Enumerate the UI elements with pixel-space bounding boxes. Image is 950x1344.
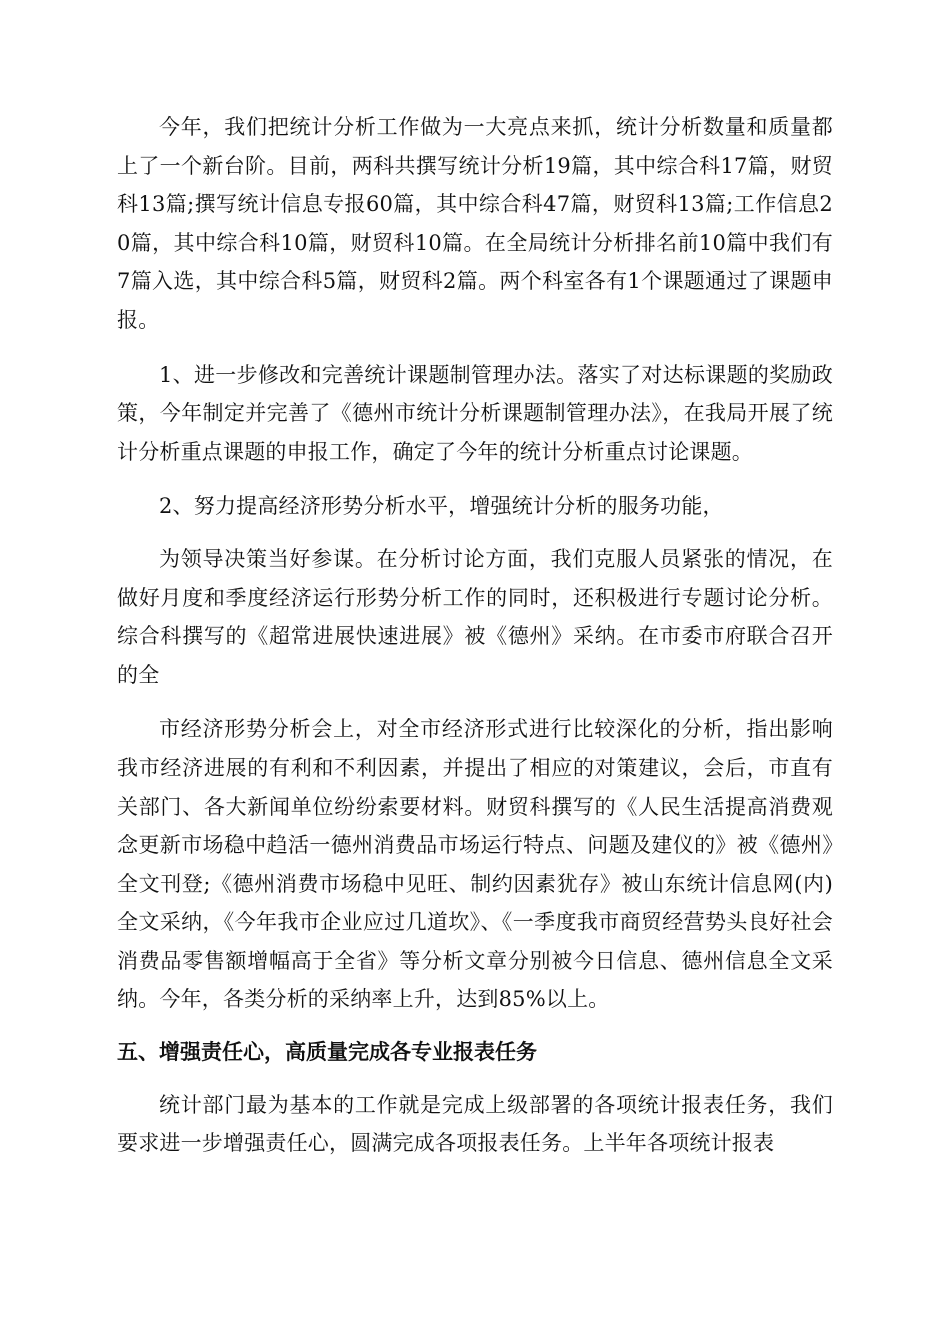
- paragraph-item-1-topic-management: 1、进一步修改和完善统计课题制管理办法。落实了对达标课题的奖励政策，今年制定并完善了《德州市统计分析课题制管理办法》，在我局开展了统计分析重点课题的申报工作，确定了今年的统计分析重点讨论课题。: [117, 362, 833, 464]
- paragraph-report-tasks: 统计部门最为基本的工作就是完成上级部署的各项统计报表任务，我们要求进一步增强责任心，圆满完成各项报表任务。上半年各项统计报表: [117, 1092, 833, 1156]
- paragraph-economic-meeting: 市经济形势分析会上，对全市经济形式进行比较深化的分析，指出影响我市经济进展的有利和不利因素，并提出了相应的对策建议，会后，市直有关部门、各大新闻单位纷纷索要材料。财贸科撰写的《人民生活提高消费观念更新市场稳中趋活一德州消费品市场运行特点、问题及建仪的》被《德州》全文刊登;《德州消费市场稳中见旺、制约因素犹存》被山东统计信息网(内)全文采纳，《今年我市企业应过几道坎》、《一季度我市商贸经营势头良好社会消费品零售额增幅高于全省》等分析文章分别被今日信息、德州信息全文采纳。今年，各类分析的采纳率上升，达到85%以上。: [117, 717, 833, 1012]
- paragraph-item-2-economic-analysis: 2、努力提高经济形势分析水平，增强统计分析的服务功能，: [159, 494, 724, 519]
- document-body: [117, 108, 833, 1163]
- section-heading-five: 五、增强责任心，高质量完成各专业报表任务: [117, 1040, 537, 1065]
- paragraph-decision-support: 为领导决策当好参谋。在分析讨论方面，我们克服人员紧张的情况，在做好月度和季度经济运行形势分析工作的同时，还积极进行专题讨论分析。综合科撰写的《超常进展快速进展》被《德州》采纳。在市委市府联合召开的全: [117, 546, 833, 687]
- paragraph-statistical-analysis-summary: 今年，我们把统计分析工作做为一大亮点来抓，统计分析数量和质量都上了一个新台阶。目前，两科共撰写统计分析19篇，其中综合科17篇，财贸科13篇;撰写统计信息专报60篇，其中综合科47篇，财贸科13篇;工作信息20篇，其中综合科10篇，财贸科10篇。在全局统计分析排名前10篇中我们有7篇入选，其中综合科5篇，财贸科2篇。两个科室各有1个课题通过了课题申报。: [117, 115, 833, 332]
